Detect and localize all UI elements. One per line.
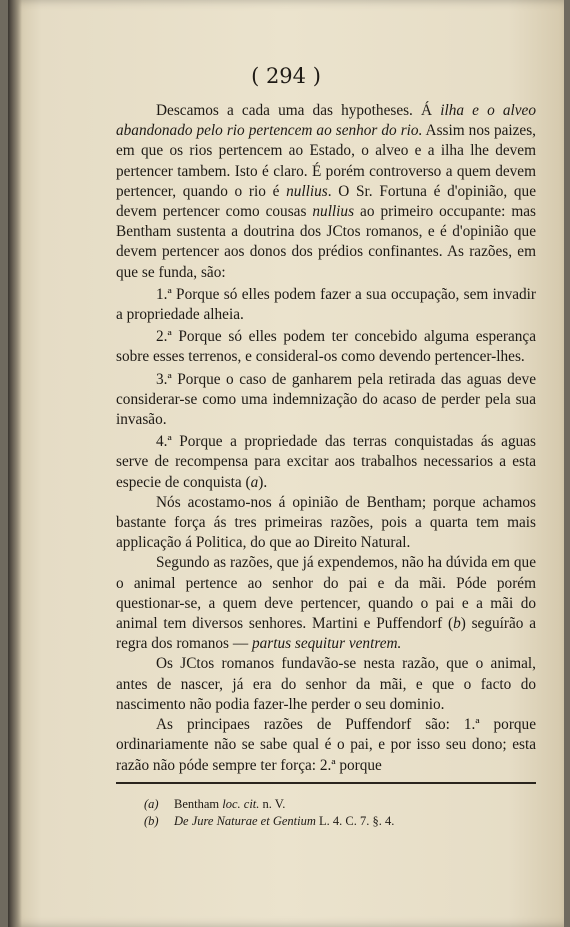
italic-text: ilha e o alveo abandonado pelo rio pertencem ao senhor do rio. xyxy=(116,102,536,140)
text-run: Bentham xyxy=(174,797,223,811)
paragraph xyxy=(116,285,536,325)
footnote xyxy=(144,813,534,830)
footnote-marker: (b) xyxy=(144,814,159,828)
italic-text: b xyxy=(453,615,461,633)
italic-text: De Jure Naturae et Gentium xyxy=(174,814,316,828)
paragraph xyxy=(116,370,536,431)
body-text xyxy=(116,101,536,776)
text-run: 3.ª Porque o caso de ganharem pela retirada das aguas deve considerar-se como uma indemnização do acaso de perder pela sua invasão. xyxy=(116,370,536,429)
text-run: Os JCtos romanos fundavão-se nesta razão, que o animal, antes de nascer, já era do senhor da mãi, e que o facto do nascimento não podia fazer-lhe perder o seu dominio. xyxy=(116,655,536,713)
italic-text: a xyxy=(250,473,259,491)
page-gutter xyxy=(8,0,22,927)
paragraph xyxy=(116,101,536,283)
italic-text: partus sequitur ventrem. xyxy=(251,635,402,653)
text-run: As principaes razões de Puffendorf são: 1.ª porque ordinariamente não se sabe qual é o pai, e por isso seu dono; esta razão não póde sempre ter força: 2.ª porque xyxy=(116,716,536,774)
text-run: Segundo as razões, que já expendemos, não ha dúvida em que o animal pertence ao senhor do pai e da mãi. Póde porém questionar-se, a quem deve pertencer, quando o pai e a mãi do animal tem diversos senhores. Martini e Puffendorf ( xyxy=(116,554,536,633)
footnotes xyxy=(144,796,534,830)
text-run: 1.ª Porque só elles podem fazer a sua occupação, sem invadir a propriedade alheia. xyxy=(116,285,536,324)
italic-text: nullius xyxy=(312,203,355,221)
footnote-marker: (a) xyxy=(144,797,159,811)
text-run: ). xyxy=(258,473,268,491)
paragraph xyxy=(116,432,536,493)
text-run: . O Sr. Fortuna é d'opinião, que devem pertencer como cousas xyxy=(116,182,536,221)
italic-text: loc. cit. xyxy=(222,797,260,811)
text-run: 4.ª Porque a propriedade das terras conquistadas ás aguas serve de recompensa para excitar aos trabalhos necessarios a esta especie de conquista ( xyxy=(116,433,536,491)
paragraph xyxy=(116,493,536,554)
italic-text: nullius xyxy=(286,182,328,200)
text-run: 2.ª Porque só elles podem ter concebido alguma esperança sobre esses terrenos, e consideral-os como devendo pertencer-lhes. xyxy=(116,328,536,366)
footnote xyxy=(144,796,534,813)
text-run: Descamos a cada uma das hypotheses. Á xyxy=(156,102,441,119)
text-run: ) seguírão a regra dos romanos — xyxy=(116,615,536,653)
text-run: ao primeiro occupante: mas Bentham sustenta a doutrina dos JCtos romanos, e é d'opinião que devem pertencer aos donos dos prédios confinantes. As razões, em que se funda, são: xyxy=(116,203,536,281)
text-run: Nós acostamo-nos á opinião de Bentham; porque achamos bastante força ás tres primeiras razões, pois a quarta tem mais applicação á Politica, do que ao Direito Natural. xyxy=(116,493,536,552)
footnote-rule xyxy=(116,782,536,784)
paragraph xyxy=(116,715,536,776)
paragraph xyxy=(116,327,536,367)
paragraph xyxy=(116,553,536,654)
text-run: n. V. xyxy=(259,797,286,811)
text-run: L. 4. C. 7. §. 4. xyxy=(315,814,395,828)
book-page xyxy=(8,0,564,927)
paragraph xyxy=(116,654,536,715)
page-number: ( 294 ) xyxy=(251,64,321,88)
text-run: Assim nos paizes, em que os rios pertencem ao Estado, o alveo e a ilha lhe devem pertencer tambem. Isto é claro. É porém controverso a quem devem pertencer, quando o rio é xyxy=(116,122,536,200)
